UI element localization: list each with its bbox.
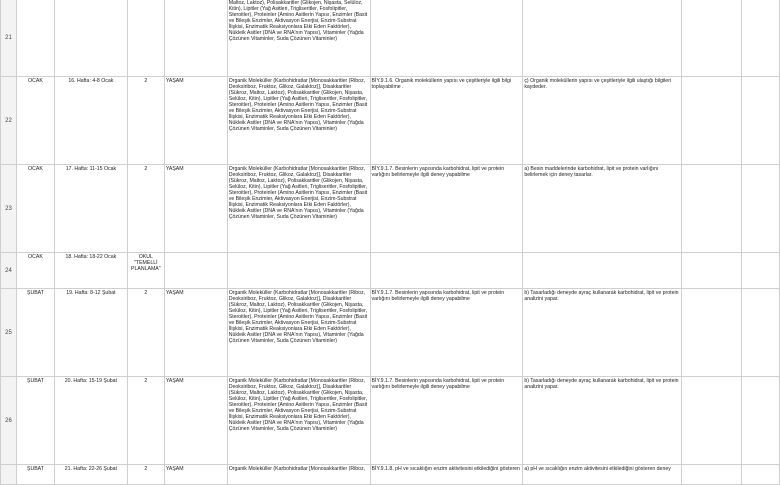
cell-hours[interactable]: 2 <box>127 165 164 253</box>
cell-unit[interactable] <box>164 253 227 289</box>
cell-unit[interactable]: YAŞAM <box>164 165 227 253</box>
cell-month[interactable] <box>16 0 54 77</box>
cell-extra[interactable] <box>682 465 742 485</box>
cell-month[interactable]: OCAK <box>16 253 54 289</box>
table-row <box>1 165 780 253</box>
table-row <box>1 465 780 485</box>
table-row <box>1 289 780 377</box>
cell-empty[interactable] <box>741 253 779 289</box>
cell-hours[interactable]: OKUL "TEMELLİ PLANLAMA" <box>127 253 164 289</box>
cell-month[interactable]: ŞUBAT <box>16 465 54 485</box>
row-header[interactable]: 26 <box>1 377 17 465</box>
row-header[interactable]: 25 <box>1 289 17 377</box>
cell-outcome[interactable]: BİY.9.1.7. Besinlerin yapısında karbohidrat, lipit ve protein varlığını belirlemeyle ilgili deney yapabilme <box>370 165 523 253</box>
cell-unit[interactable]: YAŞAM <box>164 77 227 165</box>
cell-hours[interactable]: 2 <box>127 377 164 465</box>
cell-outcome[interactable]: BİY.9.1.7. Besinlerin yapısında karbohidrat, lipit ve protein varlığını belirlemeyle ilgili deney yapabilme <box>370 289 523 377</box>
cell-week[interactable]: 20. Hafta: 15-19 Şubat <box>54 377 127 465</box>
cell-explanation[interactable]: a) pH ve sıcaklığın enzim aktivitesini etkilediğini gösteren deney <box>523 465 682 485</box>
cell-explanation[interactable]: b) Tasarladığı deneyde ayraç kullanarak karbohidrat, lipit ve protein analizini yapar. <box>523 289 682 377</box>
cell-extra[interactable] <box>682 77 742 165</box>
cell-hours[interactable]: 2 <box>127 77 164 165</box>
cell-outcome[interactable]: BİY.9.1.6. Organik moleküllerin yapısı ve çeşitleriyle ilgili bilgi toplayabilme . <box>370 77 523 165</box>
cell-extra[interactable] <box>682 253 742 289</box>
cell-month[interactable]: OCAK <box>16 77 54 165</box>
cell-topic[interactable]: Organik Moleküller (Karbohidratlar [Monosakkaritler (Riboz, Deoksiriboz, Fruktoz, Glikoz, Galaktoz)], Disakkaritler (Sükroz, Maltoz, Laktoz), Polisakkaritler (Glikojen, Nişasta, Selüloz, Kitin), Lipitler (Yağ Asitleri, Trigliseritler, Fosfolipitler, Steroitler), Proteinler (Amino Asitlerin Yapısı, Enzimler (Basit ve Bileşik Enzimler, Aktivasyon Enerjisi, Enzim-Substrat İlişkisi, Enzimatik Reaksiyonlara Etki Eden Faktörler), Nükleik Asitler (DNA ve RNA'nın Yapısı), Vitaminler (Yağda Çözünen Vitaminler, Suda Çözünen Vitaminler) <box>227 377 370 465</box>
cell-month[interactable]: ŞUBAT <box>16 377 54 465</box>
cell-extra[interactable] <box>682 0 742 77</box>
table-row <box>1 377 780 465</box>
cell-week[interactable] <box>54 0 127 77</box>
cell-extra[interactable] <box>682 289 742 377</box>
cell-week[interactable]: 16. Hafta: 4-8 Ocak <box>54 77 127 165</box>
cell-explanation[interactable]: b) Tasarladığı deneyde ayraç kullanarak karbohidrat, lipit ve protein analizini yapar. <box>523 377 682 465</box>
cell-empty[interactable] <box>741 465 779 485</box>
cell-unit[interactable]: YAŞAM <box>164 465 227 485</box>
cell-hours[interactable]: 2 <box>127 289 164 377</box>
cell-extra[interactable] <box>682 165 742 253</box>
row-header[interactable] <box>1 465 17 485</box>
cell-topic[interactable] <box>227 253 370 289</box>
cell-unit[interactable]: YAŞAM <box>164 377 227 465</box>
row-header[interactable]: 21 <box>1 0 17 77</box>
cell-outcome[interactable] <box>370 0 523 77</box>
cell-topic[interactable]: Organik Moleküller (Karbohidratlar [Monosakkaritler (Riboz, <box>227 465 370 485</box>
cell-outcome[interactable]: BİY.9.1.7. Besinlerin yapısında karbohidrat, lipit ve protein varlığını belirlemeyle ilgili deney yapabilme <box>370 377 523 465</box>
cell-week[interactable]: 18. Hafta: 18-22 Ocak <box>54 253 127 289</box>
cell-empty[interactable] <box>741 377 779 465</box>
cell-month[interactable]: ŞUBAT <box>16 289 54 377</box>
cell-explanation[interactable]: ç) Organik moleküllerin yapısı ve çeşitleriyle ilgili ulaştığı bilgileri kaydeder. <box>523 77 682 165</box>
cell-week[interactable]: 17. Hafta: 11-15 Ocak <box>54 165 127 253</box>
cell-explanation[interactable] <box>523 253 682 289</box>
cell-week[interactable]: 19. Hafta: 8-12 Şubat <box>54 289 127 377</box>
cell-hours[interactable] <box>127 0 164 77</box>
table-row <box>1 253 780 289</box>
row-header[interactable]: 23 <box>1 165 17 253</box>
row-header[interactable]: 24 <box>1 253 17 289</box>
cell-topic[interactable]: Organik Moleküller (Karbohidratlar [Monosakkaritler (Riboz, Deoksiriboz, Fruktoz, Glikoz, Galaktoz)], Disakkaritler (Sükroz, Maltoz, Laktoz), Polisakkaritler (Glikojen, Nişasta, Selüloz, Kitin), Lipitler (Yağ Asitleri, Trigliseritler, Fosfolipitler, Steroitler), Proteinler (Amino Asitlerin Yapısı, Enzimler (Basit ve Bileşik Enzimler, Aktivasyon Enerjisi, Enzim-Substrat İlişkisi, Enzimatik Reaksiyonlara Etki Eden Faktörler), Nükleik Asitler (DNA ve RNA'nın Yapısı), Vitaminler (Yağda Çözünen Vitaminler, Suda Çözünen Vitaminler) <box>227 77 370 165</box>
cell-month[interactable]: OCAK <box>16 165 54 253</box>
cell-hours[interactable]: 2 <box>127 465 164 485</box>
cell-empty[interactable] <box>741 165 779 253</box>
cell-week[interactable]: 21. Hafta: 22-26 Şubat <box>54 465 127 485</box>
row-header[interactable]: 22 <box>1 77 17 165</box>
cell-topic[interactable]: Organik Moleküller (Karbohidratlar [Monosakkaritler (Riboz, Deoksiriboz, Fruktoz, Glikoz, Galaktoz)], Disakkaritler (Sükroz, Maltoz, Laktoz), Polisakkaritler (Glikojen, Nişasta, Selüloz, Kitin), Lipitler (Yağ Asitleri, Trigliseritler, Fosfolipitler, Steroitler), Proteinler (Amino Asitlerin Yapısı, Enzimler (Basit ve Bileşik Enzimler, Aktivasyon Enerjisi, Enzim-Substrat İlişkisi, Enzimatik Reaksiyonlara Etki Eden Faktörler), Nükleik Asitler (DNA ve RNA'nın Yapısı), Vitaminler (Yağda Çözünen Vitaminler, Suda Çözünen Vitaminler) <box>227 165 370 253</box>
cell-outcome[interactable] <box>370 253 523 289</box>
cell-topic[interactable]: Organik Moleküller (Karbohidratlar [Monosakkaritler (Riboz, Deoksiriboz, Fruktoz, Glikoz, Galaktoz)], Disakkaritler (Sükroz, Maltoz, Laktoz), Polisakkaritler (Glikojen, Nişasta, Selüloz, Kitin), Lipitler (Yağ Asitleri, Trigliseritler, Fosfolipitler, Steroitler), Proteinler (Amino Asitlerin Yapısı, Enzimler (Basit ve Bileşik Enzimler, Aktivasyon Enerjisi, Enzim-Substrat İlişkisi, Enzimatik Reaksiyonlara Etki Eden Faktörler), Nükleik Asitler (DNA ve RNA'nın Yapısı), Vitaminler (Yağda Çözünen Vitaminler, Suda Çözünen Vitaminler) <box>227 289 370 377</box>
cell-topic-text: Maltoz, Laktoz), Polisakkaritler (Glikojen, Nişasta, Selüloz, Kitin), Lipitler (Yağ Asitleri, Trigliseritler, Fosfolipitler, Steroitler), Proteinler (Amino Asitlerin Yapısı, Enzimler (Basit ve Bileşik Enzimler, Aktivasyon Enerjisi, Enzim-Substrat İlişkisi, Enzimatik Reaksiyonlara Etki Eden Faktörler), Nükleik Asitler (DNA ve RNA'nın Yapısı), Vitaminler (Yağda Çözünen Vitaminler, Suda Çözünen Vitaminler) <box>228 0 368 42</box>
cell-explanation[interactable]: a) Besin maddelerinde karbohidrat, lipit ve protein varlığını belirlemek için deney tasarlar. <box>523 165 682 253</box>
cell-topic[interactable] <box>227 0 370 77</box>
cell-unit[interactable]: YAŞAM <box>164 289 227 377</box>
table-row <box>1 77 780 165</box>
table-row <box>1 0 780 77</box>
cell-extra[interactable] <box>682 377 742 465</box>
cell-explanation[interactable] <box>523 0 682 77</box>
cell-empty[interactable] <box>741 289 779 377</box>
cell-empty[interactable] <box>741 77 779 165</box>
cell-unit[interactable] <box>164 0 227 77</box>
cell-outcome[interactable]: BİY.9.1.8. pH ve sıcaklığın enzim aktivitesini etkilediğini gösteren <box>370 465 523 485</box>
cell-empty[interactable] <box>741 0 779 77</box>
